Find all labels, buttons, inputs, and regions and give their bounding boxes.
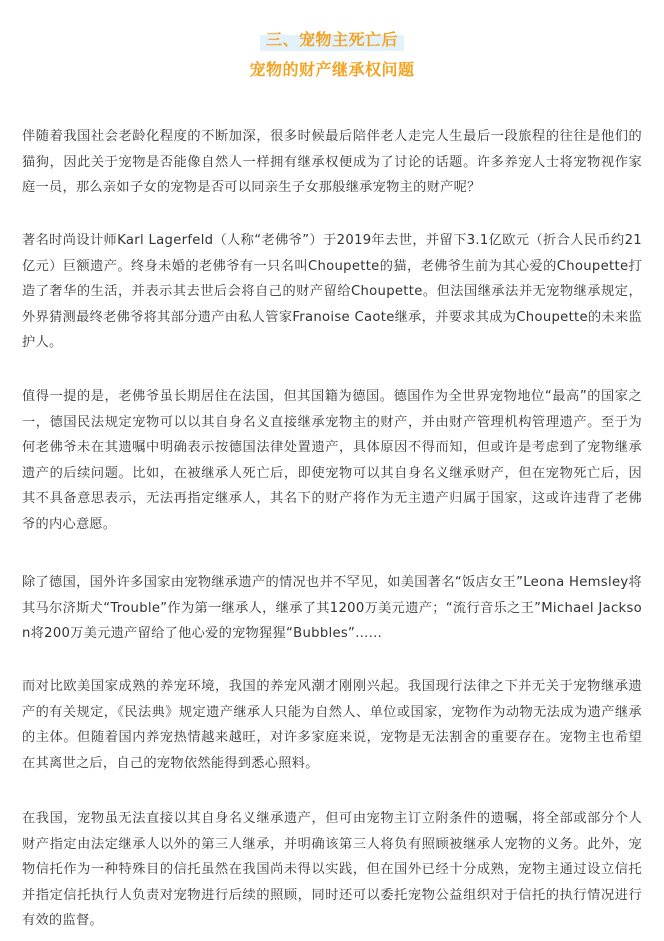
paragraph-1: 伴随着我国社会老龄化程度的不断加深，很多时候最后陪伴老人走完人生最后一段旅程的往往是他们的猫狗，因此关于宠物是否能像自然人一样拥有继承权便成为了讨论的话题。许多养宠人士将宠物视作家庭一员，那么亲如子女的宠物是否可以同亲生子女那般继承宠物主的财产呢？: [22, 129, 642, 195]
title-line-2: 宠物的财产继承权问题: [249, 60, 415, 79]
paragraph-5: 而对比欧美国家成熟的养宠环境，我国的养宠风潮才刚刚兴起。我国现行法律之下并无关于宠物继承遗产的有关规定，《民法典》规定遗产继承人只能为自然人、单位或国家，宠物作为动物无法成为遗产继承的主体。但随着国内养宠热情越来越旺，对许多家庭来说，宠物是无法割舍的重要存在。宠物主也希望在其离世之后，自己的宠物依然能得到悉心照料。: [22, 679, 642, 771]
paragraph-3: 值得一提的是，老佛爷虽长期居住在法国，但其国籍为德国。德国作为全世界宠物地位“最高”的国家之一，德国民法规定宠物可以以其自身名义直接继承宠物主的财产，并由财产管理机构管理遗产。至于为何老佛爷未在其遗嘱中明确表示按德国法律处置遗产，具体原因不得而知，但或许是考虑到了宠物继承遗产的后续问题。比如，在被继承人死亡后，即使宠物可以其自身名义继承财产，但在宠物死亡后，因其不具备意思表示，无法再指定继承人，其名下的财产将作为无主遗产归属于国家，这或许违背了老佛爷的内心意愿。: [22, 389, 642, 532]
paragraph-4: 除了德国，国外许多国家由宠物继承遗产的情况也并不罕见，如美国著名“饭店女王”Leona Hemsley将其马尔济斯犬“Trouble”作为第一继承人，继承了其1200万美元遗产；“流行音乐之王”Michael Jackson将200万美元遗产留给了他心爱的宠物猩猩“Bubbles”……: [22, 575, 642, 641]
paragraph-6: 在我国，宠物虽无法直接以其自身名义继承遗产，但可由宠物主订立附条件的遗嘱，将全部或部分个人财产指定由法定继承人以外的第三人继承，并明确该第三人将负有照顾被继承人宠物的义务。此外，宠物信托作为一种特殊目的信托虽然在我国尚未得以实践，但在国外已经十分成熟，宠物主通过设立信托并指定信托执行人负责对宠物进行后续的照顾，同时还可以委托宠物公益组织对于信托的执行情况进行有效的监督。: [22, 811, 642, 928]
paragraph-2: 著名时尚设计师Karl Lagerfeld（人称“老佛爷”）于2019年去世，并留下3.1亿欧元（折合人民币约21亿元）巨额遗产。终身未婚的老佛爷有一只名叫Choupette的猫，老佛爷生前为其心爱的Choupette打造了奢华的生活，并表示其去世后会将自己的财产留给Choupette。但法国继承法并无宠物继承规定，外界猜测最终老佛爷将其部分遗产由私人管家Franoise Caote继承，并要求其成为Choupette的未来监护人。: [22, 233, 642, 350]
article-title: [0, 28, 664, 88]
title-line-1: 三、宠物主死亡后: [260, 28, 404, 51]
